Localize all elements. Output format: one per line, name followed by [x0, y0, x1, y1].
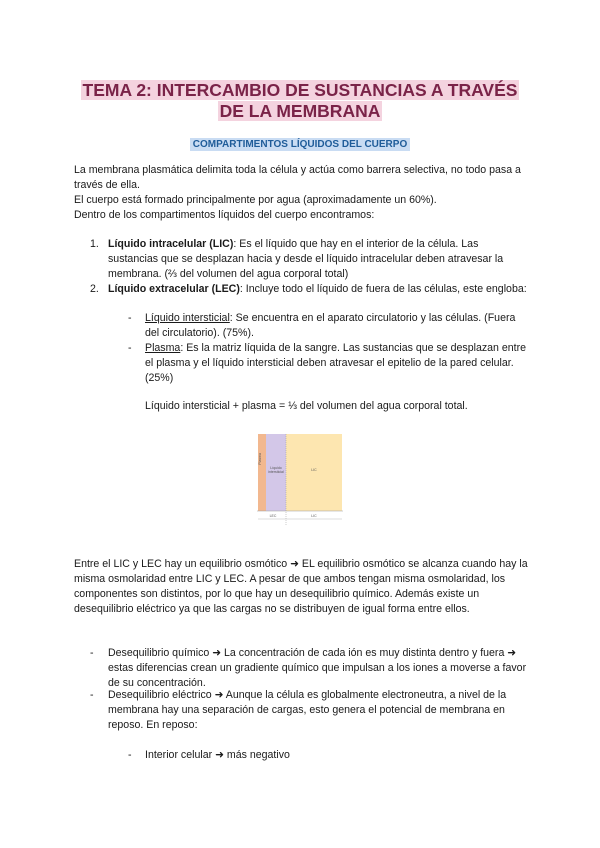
desc-lic: : Es el líquido que hay en el interior de la célula. Las sustancias que se desplazan hacia y desde el líquido intracelular deben atravesar la membrana. (⅔ del volumen del agua corporal total) — [108, 238, 504, 280]
desc-quimico: Desequilibrio químico ➜ La concentración de cada ión es muy distinta dentro y fuera ➜ estas diferencias crean un gradiente químico que impulsan a los iones a moverse a favor de su concentración. — [108, 647, 527, 689]
term-plasma: Plasma — [145, 342, 181, 354]
subdash-item-interior — [128, 748, 530, 763]
desc-intersticial: : Se encuentra en el aparato circulatorio y las células. (Fuera del circulatorio). (75%). — [145, 312, 516, 339]
page-title — [60, 80, 540, 122]
dash-marker: - — [128, 749, 132, 761]
formula-text: Líquido intersticial + plasma = ⅓ del volumen del agua corporal total. — [145, 400, 468, 412]
title-line-2: DE LA MEMBRANA — [219, 101, 381, 121]
icf-region — [286, 434, 342, 511]
title-line-1: TEMA 2: INTERCAMBIO DE SUSTANCIAS A TRAVÉS — [82, 80, 518, 100]
plasma-label: Plasma — [258, 453, 262, 465]
list-item-lec — [90, 282, 528, 297]
dash-marker: - — [128, 342, 132, 354]
bottom-label-lic: LIC — [311, 514, 317, 518]
icf-label: LIC — [311, 468, 317, 472]
list-number: 2. — [90, 283, 99, 295]
list-number: 1. — [90, 238, 99, 250]
term-intersticial: Líquido intersticial — [145, 312, 230, 324]
desc-interior: Interior celular ➜ más negativo — [145, 749, 290, 761]
dash-item-quimico — [90, 646, 530, 691]
dash-marker: - — [90, 689, 94, 701]
isf-label: Líquido intersticial — [268, 466, 284, 474]
dash-marker: - — [128, 312, 132, 324]
plasma-region — [258, 434, 266, 511]
dash-item-electrico — [90, 688, 530, 733]
intro-line-1: La membrana plasmática delimita toda la célula y actúa como barrera selectiva, no todo pasa a través de ella. — [74, 164, 521, 191]
list-item-lic — [90, 237, 528, 282]
sublist-item-intersticial — [128, 311, 530, 341]
intro-line-3: Dentro de los compartimentos líquidos del cuerpo encontramos: — [74, 209, 375, 221]
sublist-item-plasma — [128, 341, 530, 386]
equilibrium-paragraph: Entre el LIC y LEC hay un equilibrio osmótico ➜ EL equilibrio osmótico se alcanza cuando hay la misma osmolaridad entre LIC y LEC. A pesar de que ambos tengan misma osmolaridad, los componentes son distintos, por lo que hay un desequilibrio químico. Además existe un desequilibrio eléctrico ya que las cargas no se distribuyen de igual forma entre ellos. — [74, 558, 528, 615]
desc-plasma: : Es la matriz líquida de la sangre. Las sustancias que se desplazan entre el plasma y el líquido intersticial deben atravesar el epitelio de la pared celular. (25%) — [145, 342, 527, 384]
desc-electrico: Desequilibrio eléctrico ➜ Aunque la célula es globalmente electroneutra, a nivel de la membrana hay una separación de cargas, esto genera el potencial de membrana en reposo. En reposo: — [108, 689, 507, 731]
intro-paragraph — [74, 163, 530, 223]
bottom-label-lec: LEC — [269, 514, 277, 518]
desc-lec: : Incluye todo el líquido de fuera de las células, este engloba: — [239, 283, 527, 295]
term-lic: Líquido intracelular (LIC) — [108, 238, 234, 250]
dash-marker: - — [90, 647, 94, 659]
fluid-compartments-figure — [257, 433, 343, 529]
term-lec: Líquido extracelular (LEC) — [108, 283, 240, 295]
section-subtitle: COMPARTIMENTOS LÍQUIDOS DEL CUERPO — [0, 137, 600, 152]
intro-line-2: El cuerpo está formado principalmente por agua (aproximadamente un 60%). — [74, 194, 437, 206]
